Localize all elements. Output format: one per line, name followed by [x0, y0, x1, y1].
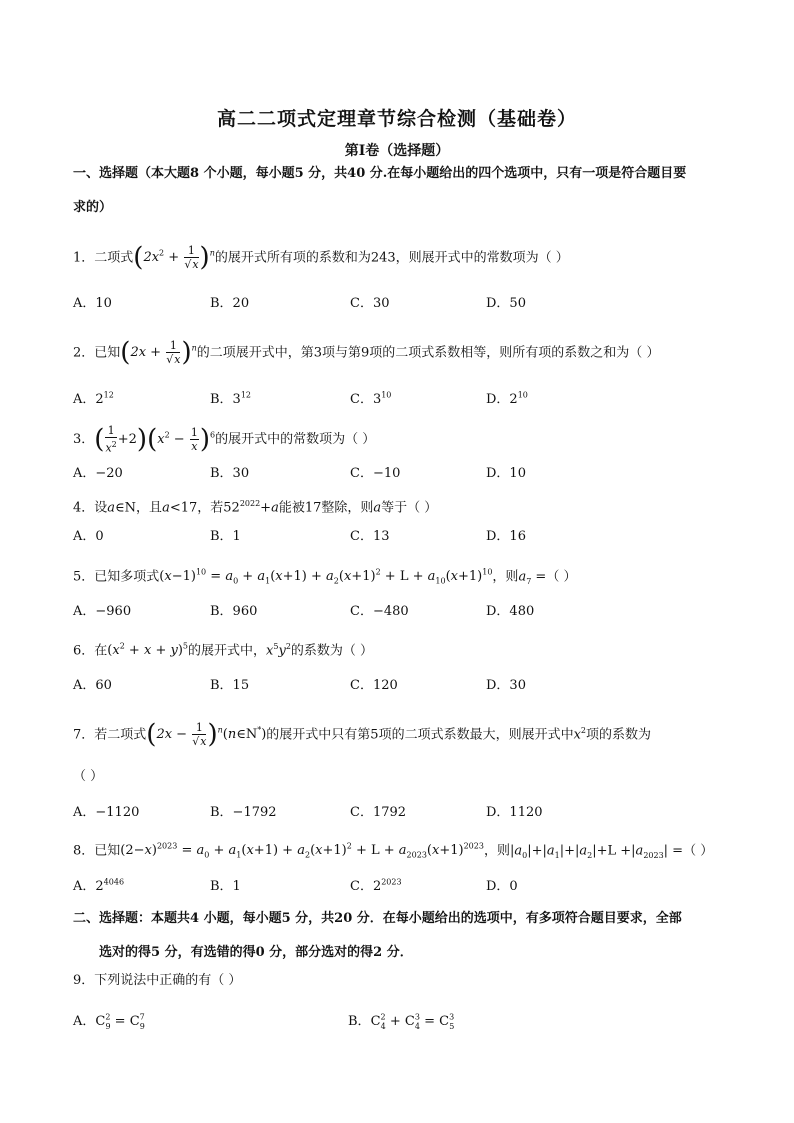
question-8-text-b: ，则	[483, 843, 510, 859]
question-2-text: 的二项展开式中，第3项与第9项的二项式系数相等，则所有项的系数之和为（ ）	[196, 345, 660, 361]
question-3-number: 3．	[73, 431, 95, 447]
choice-c[interactable]: C．120	[350, 678, 398, 693]
section-2-line2: 选对的得5 分，有选错的得0 分，部分选对的得2 分．	[99, 945, 413, 960]
choice-d[interactable]: D．16	[486, 529, 526, 544]
choice-a[interactable]	[73, 875, 124, 894]
choice-a[interactable]	[73, 1010, 145, 1031]
choice-a-base: A．2	[73, 392, 104, 407]
choice-b[interactable]: B．30	[210, 466, 250, 481]
section-1-header	[73, 157, 733, 225]
choice-c[interactable]: C．1792	[350, 805, 407, 820]
choice-c-base: C．3	[350, 392, 382, 407]
choice-b[interactable]: B．960	[210, 604, 258, 619]
choice-b[interactable]: B．20	[210, 296, 250, 311]
question-7-formula: (2x − $\frac{1}{√x}$ )$^n$(n∈N*)	[146, 719, 267, 750]
question-7-text-a: 7．若二项式	[73, 727, 147, 743]
question-1-choices	[73, 292, 733, 312]
question-5-formula: $(x-1)^{10} = a_0 + a_1(x+1) + a_2(x+1)^2 + L + a_{10}(x+1)^{10}$	[159, 568, 493, 586]
choice-d[interactable]: D．30	[486, 678, 526, 693]
question-5: 5．已知多项式$(x-1)^{10} = a_0 + a_1(x+1) + a_2(x+1)^2 + L + a_{10}(x+1)^{10}$，则$a_7$ =（ ）	[73, 568, 577, 586]
choice-d[interactable]: D．0	[486, 879, 518, 894]
choice-a[interactable]: A．−960	[73, 604, 132, 619]
question-8: 8．已知$(2-x)^{2023} = a_0 + a_1(x+1) + a_2(x+1)^2 + L + a_{2023}(x+1)^{2023}$，则$|a_0|+|a_1|+|a_2|+L +|a_{2023}|$ =（ ）	[73, 842, 714, 860]
section-2-header	[73, 902, 733, 970]
question-7-line2: （ ）	[73, 769, 104, 784]
question-7-text-c: 项的系数为	[586, 727, 652, 743]
choice-c[interactable]	[350, 875, 402, 894]
choice-c-base: C．2	[350, 879, 382, 894]
question-3-choices	[73, 462, 733, 482]
choice-c-exp: 10	[381, 390, 392, 400]
question-2-formula: (2x + $\frac{1}{√x}$ )$^n$	[120, 337, 197, 368]
question-4-text-a: 4．设	[73, 500, 108, 516]
question-8-text-c: （ ）	[683, 843, 714, 859]
choice-b-exp: 12	[240, 390, 252, 400]
choice-c[interactable]: C．13	[350, 529, 390, 544]
choice-a-formula: $C^2_9 = C^7_9$	[95, 1012, 145, 1031]
question-8-text-a: 8．已知	[73, 843, 121, 859]
choice-b[interactable]	[348, 1010, 454, 1031]
question-5-choices	[73, 600, 733, 620]
choice-b-label: B．	[348, 1014, 371, 1029]
question-5-text-c: （ ）	[546, 569, 577, 585]
choice-a[interactable]: A．−20	[73, 466, 123, 481]
choice-a[interactable]: A．0	[73, 529, 104, 544]
question-1	[73, 244, 733, 271]
question-4-text-c: ，若52	[197, 500, 240, 516]
question-3-text: 的展开式中的常数项为（ ）	[215, 431, 376, 447]
choice-a-label: A．	[73, 1014, 96, 1029]
choice-b[interactable]	[210, 388, 251, 407]
choice-d[interactable]: D．50	[486, 296, 526, 311]
question-2-number: 2．已知	[73, 345, 121, 361]
choice-b[interactable]: B．−1792	[210, 805, 277, 820]
question-6-choices	[73, 674, 733, 694]
choice-d-exp: 10	[517, 390, 528, 400]
choice-b[interactable]: B．1	[210, 879, 241, 894]
question-7-choices	[73, 801, 733, 821]
question-5-text-a: 5．已知多项式	[73, 569, 160, 585]
choice-a[interactable]: A．60	[73, 678, 112, 693]
choice-a-exp: 4046	[103, 877, 125, 887]
question-8-choices	[73, 875, 733, 895]
question-6-text-c: 的系数为（ ）	[290, 643, 374, 659]
page-subtitle: 第Ⅰ卷（选择题）	[344, 143, 450, 159]
choice-a[interactable]: A．−1120	[73, 805, 140, 820]
question-4: 4．设a∈N，且a<17，若$52^{2022}+a$能被17整除，则a等于（ ）	[73, 499, 438, 516]
question-5-text-b: ，则	[492, 569, 519, 585]
choice-c[interactable]: C．30	[350, 296, 390, 311]
question-7-text-b: 的展开式中只有第5项的二项式系数最大，则展开式中	[266, 727, 574, 743]
question-8-formula: $(2-x)^{2023} = a_0 + a_1(x+1) + a_2(x+1)^2 + L + a_{2023}(x+1)^{2023}$	[120, 842, 484, 860]
question-9: 9．下列说法中正确的有（ ）	[73, 973, 242, 988]
choice-b-formula: $C^2_4 + C^3_4 = C^3_5$	[370, 1012, 455, 1031]
question-1-text: 的展开式所有项的系数和为243，则展开式中的常数项为（ ）	[214, 250, 569, 266]
choice-c[interactable]: C．−10	[350, 466, 401, 481]
choice-c-exp: 2023	[381, 877, 402, 887]
question-1-number: 1．二项式	[73, 250, 134, 266]
question-6: 6．在$(x^2 + x + y)^5$的展开式中，$x^5y^2$的系数为（ ）	[73, 642, 374, 659]
choice-a[interactable]	[73, 388, 114, 407]
question-6-text-a: 6．在	[73, 643, 108, 659]
question-9-choices	[73, 1010, 733, 1030]
choice-d[interactable]: D．480	[486, 604, 535, 619]
choice-a-base: A．2	[73, 879, 104, 894]
choice-d[interactable]: D．1120	[486, 805, 543, 820]
page-title: 高二二项式定理章节综合检测（基础卷）	[216, 108, 577, 130]
question-4-text-e: 等于（ ）	[381, 500, 438, 516]
choice-d[interactable]	[486, 388, 528, 407]
choice-d-base: D．2	[486, 392, 518, 407]
question-3	[73, 424, 733, 455]
choice-a[interactable]: A．10	[73, 296, 112, 311]
question-6-formula: $(x^2 + x + y)^5$	[107, 642, 189, 659]
question-7: 7．若二项式(2x − $\frac{1}{√x}$ )$^n$(n∈N*)的展开式中只有第5项的二项式系数最大，则展开式中$x^2$项的系数为	[73, 719, 652, 750]
section-2-line1: 二、选择题：本题共4 小题，每小题5 分，共20 分．在每小题给出的选项中，有多项符合题目要求，全部	[73, 911, 682, 926]
section-1-line1: 一、选择题（本大题8 个小题，每小题5 分，共40 分.在每小题给出的四个选项中，只有一项是符合题目要	[73, 166, 687, 181]
question-1-formula: ($2x^2$ + $\frac{1}{√x}$ )$^n$	[133, 242, 215, 273]
choice-b[interactable]: B．1	[210, 529, 241, 544]
question-6-text-b: 的展开式中，	[188, 643, 267, 659]
question-3-formula: ( $\frac{1}{x^2}$ $+2)(x^2$ − $\frac{1}{x}$ )$^6$	[94, 424, 216, 455]
question-4-text-d: 能被17整除，则	[278, 500, 374, 516]
choice-c[interactable]	[350, 388, 391, 407]
question-4-exp: 2022	[239, 499, 261, 508]
question-4-text-b: ，且	[136, 500, 163, 516]
section-1-line2: 求的）	[73, 200, 113, 215]
choice-c[interactable]: C．−480	[350, 604, 409, 619]
question-2	[73, 339, 733, 366]
choice-d[interactable]: D．10	[486, 466, 526, 481]
question-4-choices	[73, 525, 733, 545]
choice-b[interactable]: B．15	[210, 678, 250, 693]
choice-a-exp: 12	[103, 390, 114, 400]
question-2-choices	[73, 388, 733, 408]
choice-b-base: B．3	[210, 392, 241, 407]
